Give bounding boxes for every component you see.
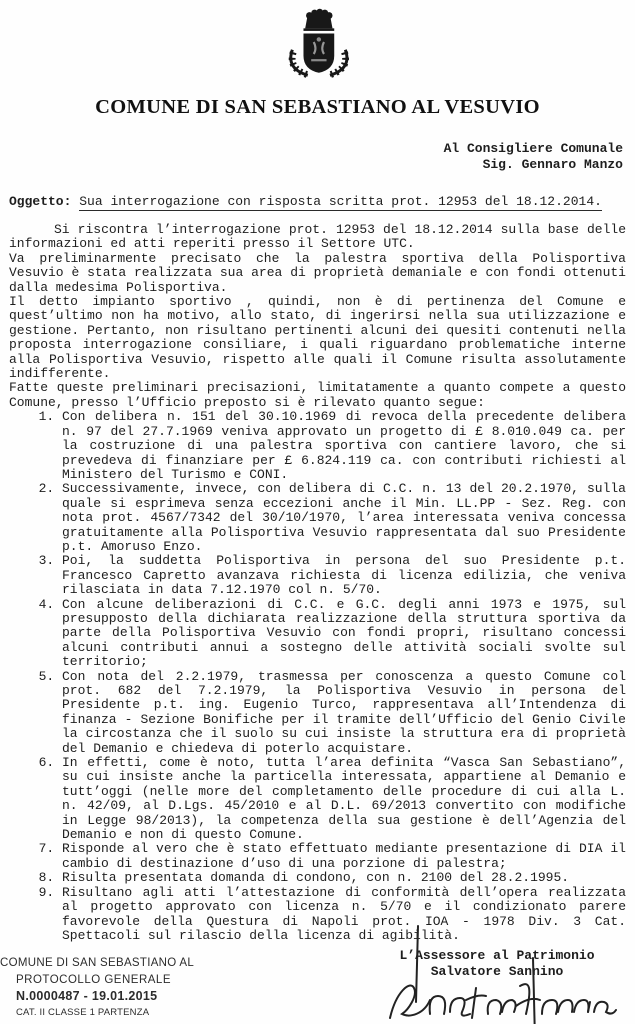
body-paragraph: Va preliminarmente precisato che la palestra sportiva della Polisportiva Vesuvio è stata realizzata sua area di proprietà demaniale e con fondi ottenuti dalla medesima Polisportiva.	[9, 250, 626, 295]
list-item: 5. Con nota del 2.2.1979, trasmessa per conoscenza a questo Comune col prot. 682 del 7.2.1979, la Polisportiva Vesuvio in persona del Presidente p.t. ing. Eugenio Turco, rappresentava all’Intendenza di finanza - Sezione Bonifiche per il tramite dell’Ufficio del Genio Civile la circostanza che il suolo su cui insiste la struttura era di proprietà del Demanio e chiedeva di poterlo acquistare.	[62, 670, 626, 756]
list-item: 3. Poi, la suddetta Polisportiva in persona del suo Presidente p.t. Francesco Capretto avanzava richiesta di licenza edilizia, che veniva rilasciata in data 7.12.1970 col n. 5/70.	[62, 554, 626, 597]
subject-label: Oggetto:	[9, 194, 72, 209]
stamp-category: CAT. II CLASSE 1 PARTENZA	[16, 1007, 150, 1019]
addressee-line: Sig. Gennaro Manzo	[482, 156, 623, 172]
list-item: 2. Successivamente, invece, con delibera di C.C. n. 13 del 20.2.1970, sulla quale si esprimeva senza eccezioni anche il Min. LL.PP - Sez. Reg. con nota prot. 4567/7342 del 30/10/1970, l’area interessata veniva concessa gratuitamente alla Polisportiva Vesuvio rappresentata dal suo Presidente p.t. Amoruso Enzo.	[62, 482, 626, 554]
list-item: 7. Risponde al vero che è stato effettuato mediante presentazione di DIA il cambio di destinazione d’uso di una porzione di palestra;	[62, 842, 626, 871]
body-paragraph: Si riscontra l’interrogazione prot. 12953 del 18.12.2014 sulla base delle informazioni ed atti reperiti presso il Settore UTC.	[9, 222, 626, 252]
stamp-protocol-number: N.0000487 - 19.01.2015	[16, 989, 158, 1004]
list-item: 4. Con alcune deliberazioni di C.C. e G.C. degli anni 1973 e 1975, sul presupposto della dichiarata realizzazione della struttura sportiva da parte della Polisportiva Vesuvio con fondi propri, risultano concessi alcuni contributi annui a sostegno delle attività sociali svolte sul territorio;	[62, 598, 626, 670]
list-item: 1. Con delibera n. 151 del 30.10.1969 di revoca della precedente delibera n. 97 del 27.7.1969 veniva approvato un progetto di £ 8.010.049 ca. per la costruzione di una palestra sportiva con cantiere lavoro, che si prevedeva di finanziare per £ 6.824.119 ca. con contributi richiesti al Ministero del Turismo e CONI.	[62, 410, 626, 482]
body-paragraph: Il detto impianto sportivo , quindi, non è di pertinenza del Comune e quest’ultimo non ha motivo, allo stato, di ingerirsi nella sua utilizzazione e gestione. Pertanto, non risultano pertinenti alcuni dei quesiti contenuti nella proposta interrogazione consiliare, i quali riguardano problematiche interne alla Polisportiva Vesuvio, rispetto alle quali il Comune risulta assolutamente indifferente.	[9, 294, 626, 382]
list-item: 8. Risulta presentata domanda di condono, con n. 2100 del 28.2.1995.	[62, 871, 626, 885]
subject-line	[9, 194, 626, 210]
body-paragraph: Fatte queste preliminari precisazioni, limitatamente a quanto compete a questo Comune, presso l’Ufficio preposto si è rilevato quanto segue:	[9, 380, 626, 410]
signature-role: L’Assessore al Patrimonio	[399, 948, 595, 964]
stamp-office: PROTOCOLLO GENERALE	[16, 974, 171, 987]
signature-block	[368, 948, 626, 979]
list-item: 9. Risultano agli atti l’attestazione di conformità dell’opera realizzata al progetto approvato con licenza n. 5/70 e il condizionato parere favorevole della Questura di Napoli prot. IOA - 1978 Div. 3 Cat. Spettacoli sul rilascio della licenza di agibilità.	[62, 886, 626, 944]
stamp-municipality: COMUNE DI SAN SEBASTIANO AL	[0, 957, 195, 970]
municipal-crest	[9, 0, 626, 92]
addressee-line: Al Consigliere Comunale	[443, 141, 623, 156]
subject-text: Sua interrogazione con risposta scritta prot. 12953 del 18.12.2014.	[79, 194, 602, 209]
protocol-stamp	[0, 957, 194, 1018]
municipality-title: COMUNE DI SAN SEBASTIANO AL VESUVIO	[95, 96, 540, 118]
addressee-block	[9, 141, 626, 172]
numbered-list	[9, 410, 626, 943]
list-item: 6. In effetti, come è noto, tutta l’area definita “Vasca San Sebastiano”, su cui insiste anche la particella interessata, appartiene al Demanio e tutt’oggi (nelle more del completamento delle procedure di cui alla L. n. 42/09, al D.Lgs. 45/2010 e al D.L. 69/2013 convertito con modifiche in Legge 98/2013), la competenza della sua gestione è dell’Agenzia del Demanio e non di questo Comune.	[62, 756, 626, 842]
letter-footer	[0, 944, 626, 1024]
letter-body	[9, 223, 626, 943]
municipal-crest-icon	[277, 5, 359, 91]
signature-name: Salvatore Sannino	[430, 963, 564, 979]
